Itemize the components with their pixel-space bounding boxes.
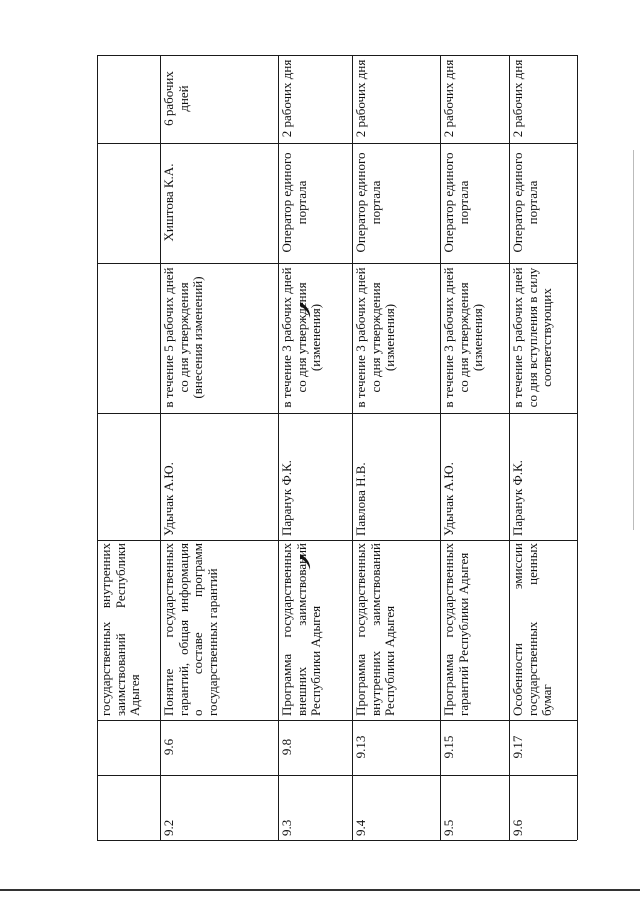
row-number-text: 9.5	[441, 819, 456, 836]
section-number	[278, 720, 352, 775]
table-rule	[509, 55, 510, 840]
executor-cell	[278, 143, 352, 263]
row-number	[97, 775, 160, 840]
topic-cell	[278, 540, 352, 720]
executor-cell-text: Оператор единого портала	[510, 152, 540, 253]
executor-cell-text: Хиштова К.А.	[161, 163, 176, 242]
period-cell-text	[97, 55, 160, 143]
responsible-person	[440, 413, 509, 540]
section-number	[352, 720, 440, 775]
responsible-person-text: Паранук Ф.К.	[510, 460, 525, 536]
executor-cell	[440, 143, 509, 263]
table-rule	[97, 720, 577, 721]
executor-cell	[160, 143, 278, 263]
table-rule	[440, 55, 441, 840]
section-number-text: 9.15	[441, 735, 456, 759]
executor-cell-text: Оператор единого портала	[279, 152, 309, 253]
table-rule	[160, 55, 161, 840]
scan-edge-line	[0, 889, 640, 891]
responsible-person-text	[97, 413, 160, 540]
responsible-person	[278, 413, 352, 540]
section-number-text: 9.6	[161, 738, 176, 756]
table-rule	[278, 55, 279, 840]
responsible-person-text: Удычак А.Ю.	[161, 462, 176, 536]
executor-cell-text: Оператор единого портала	[353, 152, 383, 253]
table-rule	[352, 55, 353, 840]
row-number-text: 9.4	[353, 819, 368, 836]
row-number	[160, 775, 278, 840]
section-number	[97, 720, 160, 775]
row-number-text	[97, 775, 160, 840]
section-number-text	[97, 720, 160, 775]
period-cell-text: 2 рабочих дня	[441, 59, 456, 138]
row-number	[509, 775, 577, 840]
deadline-cell-text	[97, 263, 160, 413]
topic-cell	[440, 540, 509, 720]
deadline-cell-text: в течение 3 рабочих дней со дня утверждения (изменения)	[279, 267, 324, 408]
period-cell	[97, 55, 160, 143]
period-cell	[278, 55, 352, 143]
executor-cell	[509, 143, 577, 263]
topic-cell	[509, 540, 577, 720]
topic-cell-text: Особенности эмиссии государственных ценных бумаг	[510, 543, 555, 716]
deadline-cell-text: в течение 3 рабочих дней со дня утверждения (изменения)	[441, 267, 486, 408]
deadline-cell-text: в течение 5 рабочих дней со дня вступления в силу соответствующих	[510, 267, 555, 408]
scan-edge-noise	[633, 150, 634, 530]
period-cell-text: 2 рабочих дня	[353, 59, 368, 138]
responsible-person-text: Удычак А.Ю.	[441, 462, 456, 536]
section-number	[440, 720, 509, 775]
deadline-cell	[440, 263, 509, 413]
row-number	[352, 775, 440, 840]
deadline-cell	[278, 263, 352, 413]
row-number-text: 9.6	[510, 819, 525, 836]
executor-cell	[352, 143, 440, 263]
period-cell-text: 6 рабочих дней	[161, 71, 191, 126]
deadline-cell	[509, 263, 577, 413]
executor-cell-text	[97, 143, 160, 263]
table-rule	[97, 540, 577, 541]
section-number	[160, 720, 278, 775]
table-rule	[97, 775, 577, 776]
topic-cell	[352, 540, 440, 720]
row-number	[278, 775, 352, 840]
table-rule	[97, 840, 577, 841]
executor-cell	[97, 143, 160, 263]
topic-cell	[160, 540, 278, 720]
section-number-text: 9.13	[353, 735, 368, 759]
table-rule	[97, 413, 577, 414]
table-rule	[97, 55, 577, 56]
section-number-text: 9.17	[510, 735, 525, 759]
period-cell	[352, 55, 440, 143]
topic-cell-text: Программа государственных внутренних заимствований Республики Адыгея	[353, 543, 398, 716]
table-rule	[577, 55, 578, 840]
responsible-person-text: Паранук Ф.К.	[279, 460, 294, 536]
responsible-person	[509, 413, 577, 540]
table-rule	[97, 263, 577, 264]
period-cell	[509, 55, 577, 143]
period-cell	[440, 55, 509, 143]
period-cell-text: 2 рабочих дня	[510, 59, 525, 138]
section-number-text: 9.8	[279, 738, 294, 756]
binding-mark	[298, 552, 312, 572]
binding-mark	[298, 300, 312, 320]
topic-cell-text: Программа государственных гарантий Республики Адыгея	[441, 543, 471, 716]
deadline-cell	[160, 263, 278, 413]
executor-cell-text: Оператор единого портала	[441, 152, 471, 253]
responsible-person	[160, 413, 278, 540]
topic-cell-text: государственных внутренних заимствований Республики Адыгея	[98, 543, 143, 716]
topic-cell-text: Программа государственных внешних заимствований Республики Адыгея	[279, 543, 324, 716]
period-cell	[160, 55, 278, 143]
row-number	[440, 775, 509, 840]
row-number-text: 9.3	[279, 819, 294, 836]
deadline-cell-text: в течение 3 рабочих дней со дня утверждения (изменения)	[353, 267, 398, 408]
deadline-cell	[352, 263, 440, 413]
responsible-person-text: Павлова Н.В.	[353, 462, 368, 536]
deadline-cell-text: в течение 5 рабочих дней со дня утверждения (внесения изменений)	[161, 267, 206, 408]
period-cell-text: 2 рабочих дня	[279, 59, 294, 138]
table-rule	[97, 143, 577, 144]
responsible-person	[352, 413, 440, 540]
table-rule	[97, 55, 98, 840]
deadline-cell	[97, 263, 160, 413]
topic-cell-text: Понятие государственных гарантий, общая информация о составе программ государственных гарантий	[161, 543, 220, 716]
topic-cell	[97, 540, 160, 720]
row-number-text: 9.2	[161, 819, 176, 836]
section-number	[509, 720, 577, 775]
responsible-person	[97, 413, 160, 540]
